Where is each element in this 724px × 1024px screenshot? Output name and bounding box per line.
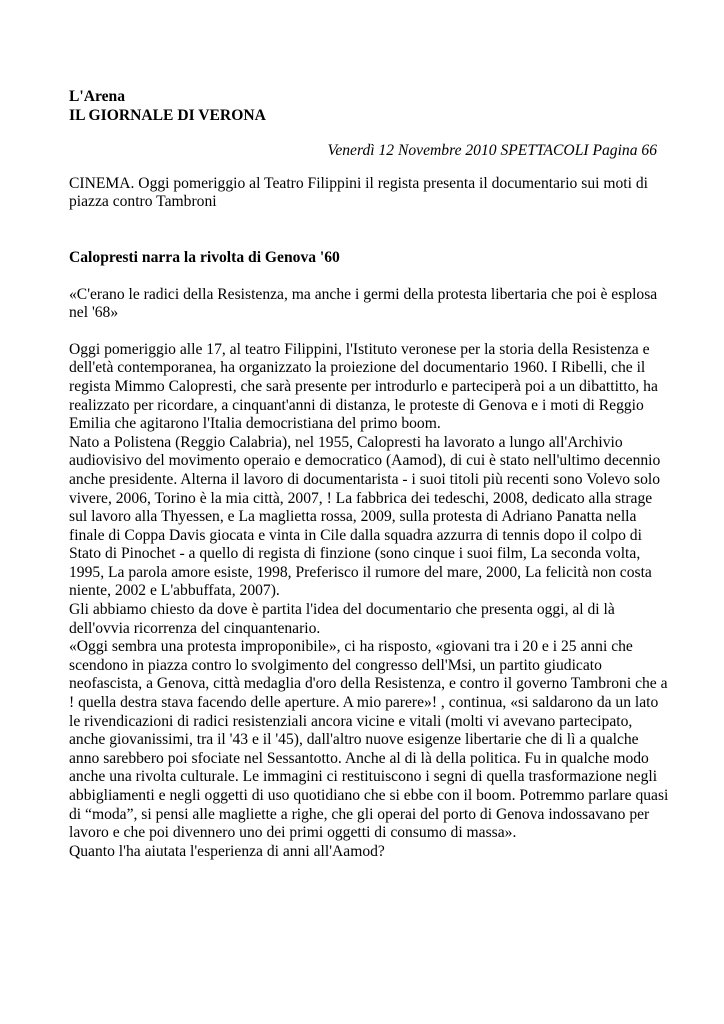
body-paragraph: Nato a Polistena (Reggio Calabria), nel 1955, Calopresti ha lavorato a lungo all'Archivio audiovisivo del movimento operaio e democratico (Aamod), di cui è stato nell'ultimo decennio anche presidente. Alterna il lavoro di documentarista - i suoi titoli più recenti sono Volevo solo vivere, 2006, Torino è la mia città, 2007, ! La fabbrica dei tedeschi, 2008, dedicato alla strage sul lavoro alla Thyessen, e La maglietta rossa, 2009, sulla protesta di Adriano Panatta nella finale di Coppa Davis giocata e vinta in Cile dalla squadra azzurra di tennis dopo il colpo di Stato di Pinochet - a quello di regista di finzione (sono cinque i suoi film, La seconda volta, 1995, La parola amore esiste, 1998, Preferisco il rumore del mare, 2000, La felicità non costa niente, 2002 e L'abbuffata, 2007). (69, 433, 661, 600)
dateline: Venerdì 12 Novembre 2010 SPETTACOLI Pagina 66 (327, 142, 657, 160)
newspaper-name: L'Arena (69, 88, 126, 105)
pull-quote: «C'erano le radici della Resistenza, ma anche i germi della protesta libertaria che poi è esplosa nel '68» (69, 285, 658, 322)
newspaper-subtitle: IL GIORNALE DI VERONA (69, 106, 266, 124)
body-paragraph: Quanto l'ha aiutata l'esperienza di anni all'Aamod? (69, 842, 385, 860)
body-paragraph: Oggi pomeriggio alle 17, al teatro Filippini, l'Istituto veronese per la storia della Resistenza e dell'età contemporanea, ha organizzato la proiezione del documentario 1960. I Ribelli, che il regista Mimmo Calopresti, che sarà presente per introdurlo e parteciperà poi a un dibattitto, ha realizzato per ricordare, a cinquant'anni di distanza, le proteste di Genova e i moti di Reggio Emilia che agitarono l'Italia democristiana del primo boom. (69, 340, 658, 433)
kicker: CINEMA. Oggi pomeriggio al Teatro Filippini il regista presenta il documentario sui moti di piazza contro Tambroni (69, 174, 648, 211)
article-body (69, 341, 669, 862)
masthead (69, 88, 669, 125)
body-paragraph: Gli abbiamo chiesto da dove è partita l'idea del documentario che presenta oggi, al di là dell'ovvia ricorrenza del cinquantenario. (69, 601, 615, 637)
body-paragraph: «Oggi sembra una protesta improponibile», ci ha risposto, «giovani tra i 20 e i 25 anni che scendono in piazza contro lo svolgimento del congresso dell'Msi, un partito giudicato neofascista, a Genova, città medaglia d'oro della Resistenza, e contro il governo Tambroni che a ! quella destra stava facendo delle aperture. A mio parere»! , continua, «si saldarono da un lato le rivendicazioni di radici resistenziali ancora vicine e vitali (molti vi avevano partecipato, anche giovanissimi, tra il '43 e il '45), dall'altro nuove esigenze libertarie che di lì a qualche anno sarebbero poi sfociate nel Sessantotto. Anche al di là della politica. Fu in qualche modo anche una rivolta culturale. Le immagini ci restituiscono i segni di quella trasformazione negli abbigliamenti e negli oggetti di uso quotidiano che si ebbe con il boom. Potremmo parlare quasi di “moda”, si pensi alle magliette a righe, che gli operai del porto di Genova indossavano per lavoro e che poi divennero uno dei primi oggetti di consumo di massa». (69, 638, 669, 842)
document-page (69, 88, 669, 861)
article-headline: Calopresti narra la rivolta di Genova '60 (69, 248, 340, 266)
